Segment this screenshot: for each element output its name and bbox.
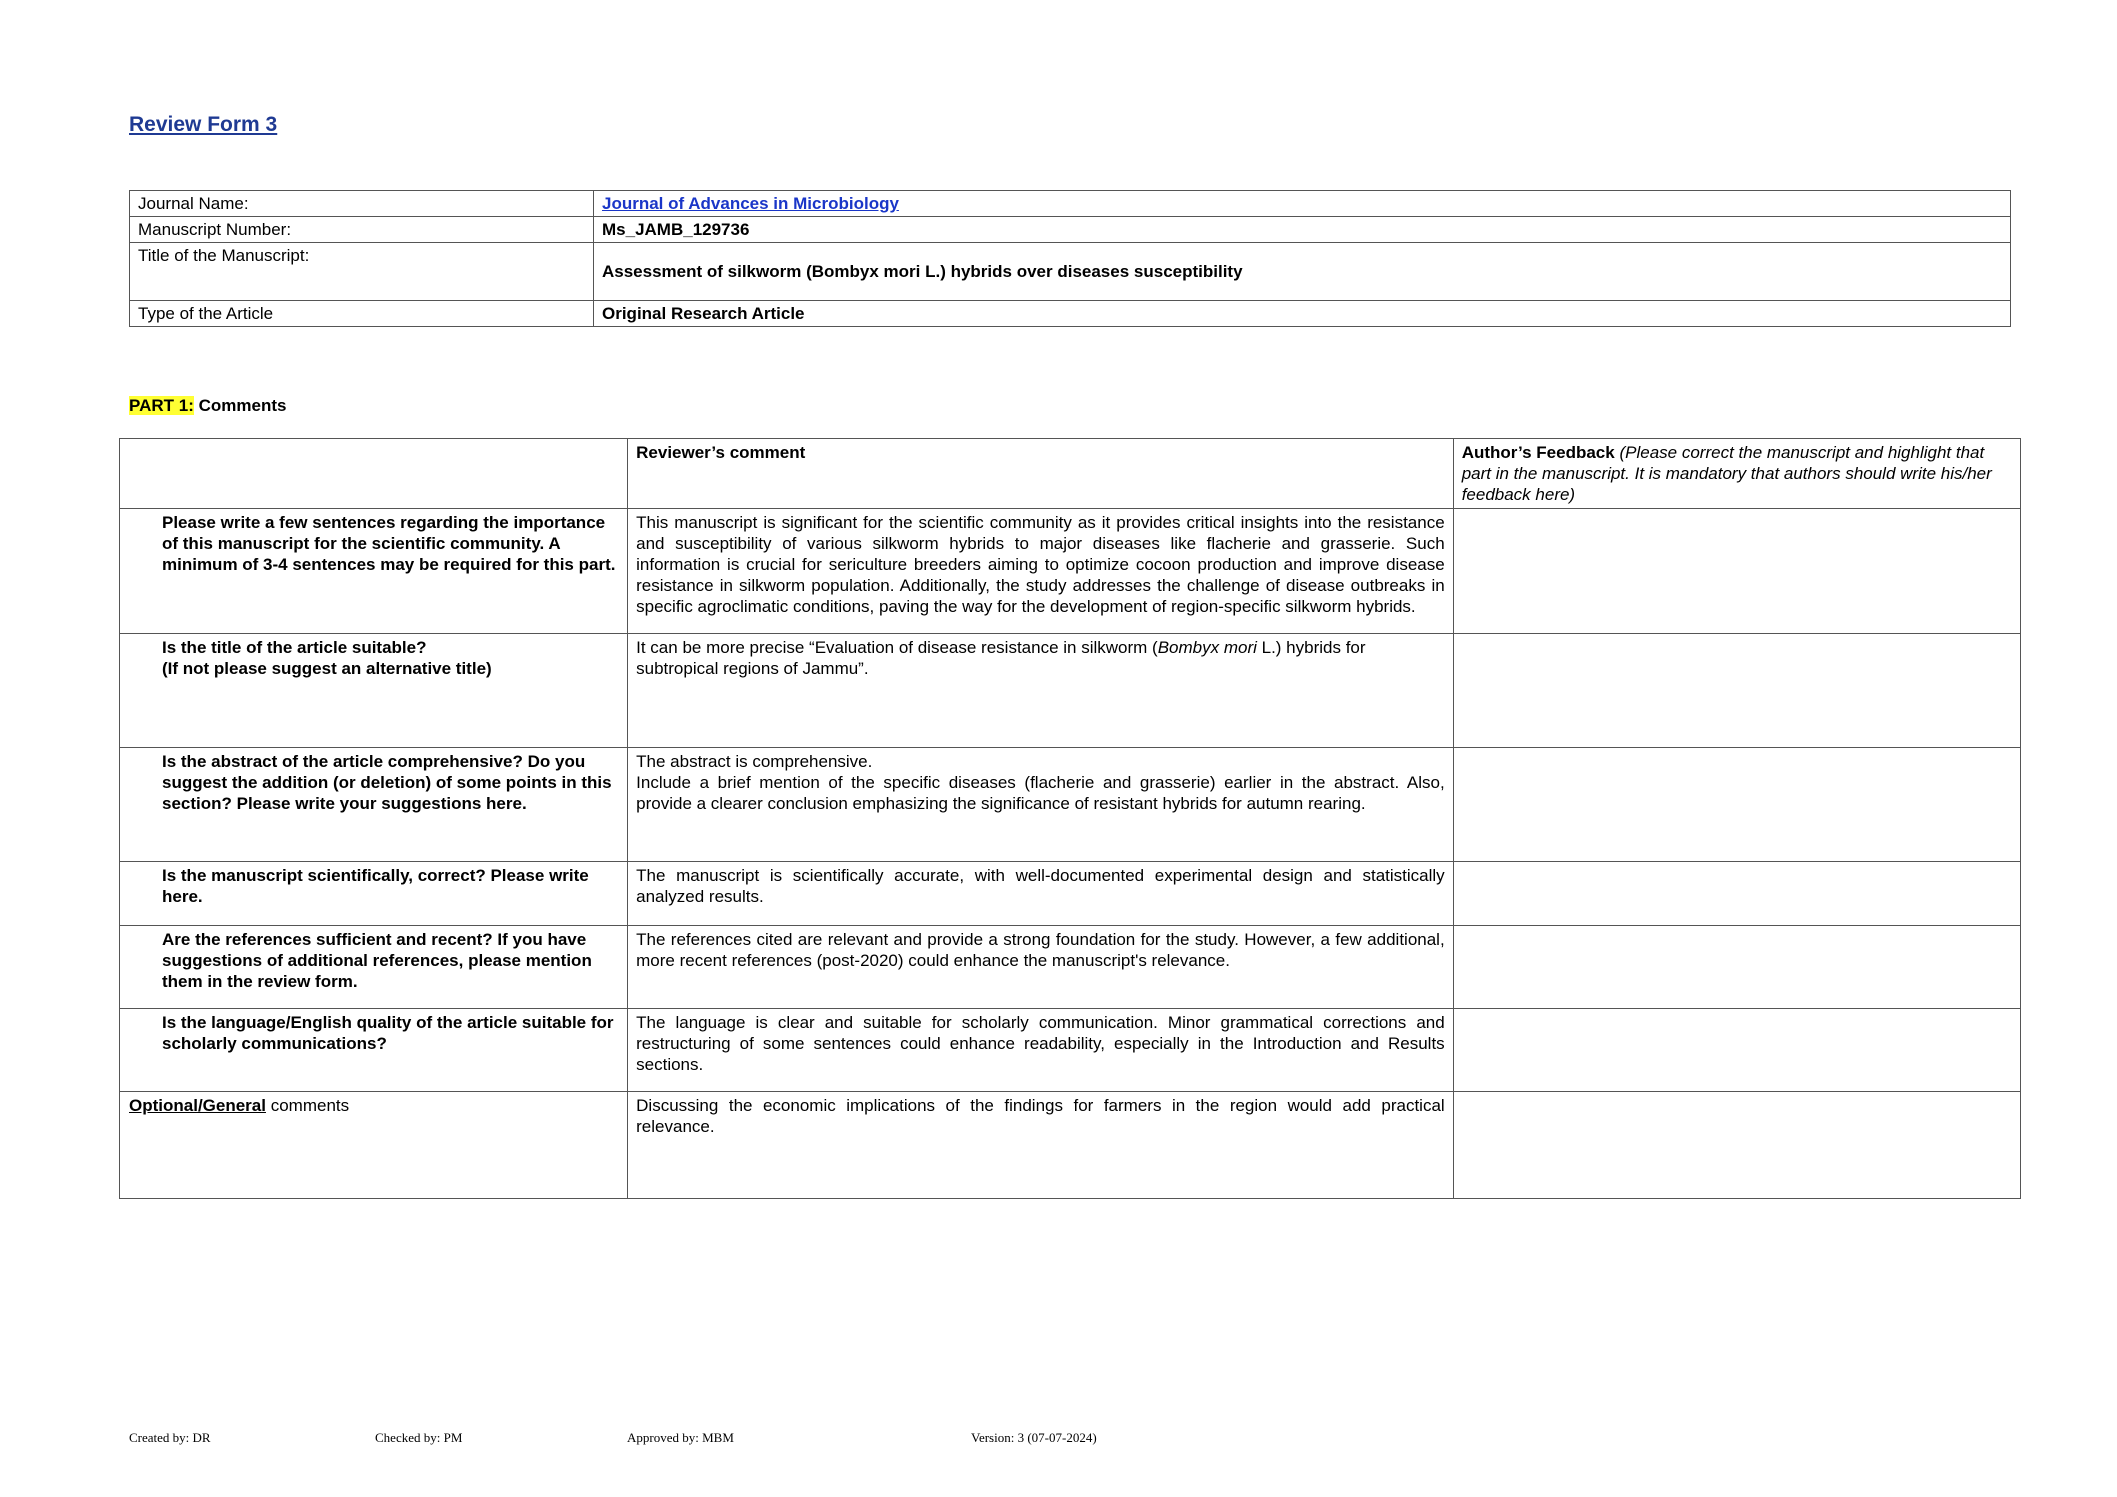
comment-abstract-line2: Include a brief mention of the specific diseases (flacherie and grasserie) earlier in the abstract. Also, provide a clearer conclusion emphasizing the significance of resistant hybrids for autumn rearing. [636, 773, 1445, 813]
journal-name-label: Journal Name: [130, 191, 594, 217]
manuscript-number-value: Ms_JAMB_129736 [594, 217, 2011, 243]
comments-table [119, 438, 2021, 1199]
footer-version: Version: 3 (07-07-2024) [971, 1430, 1097, 1445]
question-title [120, 634, 628, 748]
part1-heading-text: Comments [198, 396, 287, 415]
author-feedback-header-note: (Please correct the manuscript and highlight that part in the manuscript. It is mandatory that authors should write his/her feedback here) [1461, 443, 1992, 504]
table-row [120, 1009, 2021, 1092]
footer-created: Created by: DR [129, 1430, 211, 1445]
table-row [120, 1092, 2021, 1199]
question-title-line1: Is the title of the article suitable? [162, 638, 427, 657]
header-empty-cell [120, 439, 628, 509]
feedback-scientific[interactable] [1453, 862, 2020, 926]
comments-header-row [120, 439, 2021, 509]
question-importance: Please write a few sentences regarding the importance of this manuscript for the scientific community. A minimum of 3-4 sentences may be required for this part. [120, 509, 628, 634]
comment-scientific: The manuscript is scientifically accurate, with well-documented experimental design and statistically analyzed results. [628, 862, 1454, 926]
feedback-references[interactable] [1453, 926, 2020, 1009]
part1-heading [129, 396, 286, 416]
feedback-title[interactable] [1453, 634, 2020, 748]
table-row [120, 862, 2021, 926]
article-type-value: Original Research Article [594, 301, 2011, 327]
manuscript-title-label: Title of the Manuscript: [130, 243, 594, 301]
author-feedback-header-bold: Author’s Feedback [1461, 443, 1615, 462]
journal-name-cell [594, 191, 2011, 217]
question-abstract: Is the abstract of the article comprehensive? Do you suggest the addition (or deletion) of some points in this section? Please write your suggestions here. [120, 748, 628, 862]
comment-references: The references cited are relevant and provide a strong foundation for the study. However, a few additional, more recent references (post-2020) could enhance the manuscript's relevance. [628, 926, 1454, 1009]
feedback-optional[interactable] [1453, 1092, 2020, 1199]
optional-label-underlined: Optional/General [129, 1096, 266, 1115]
optional-label-rest: comments [265, 1096, 350, 1115]
question-scientific: Is the manuscript scientifically, correct? Please write here. [120, 862, 628, 926]
journal-name-link[interactable]: Journal of Advances in Microbiology [602, 194, 899, 213]
footer-checked: Checked by: PM [375, 1430, 463, 1445]
footer-approved: Approved by: MBM [627, 1430, 734, 1445]
table-row [120, 926, 2021, 1009]
author-feedback-header [1453, 439, 2020, 509]
reviewer-comment-header: Reviewer’s comment [628, 439, 1454, 509]
manuscript-title-value: Assessment of silkworm (Bombyx mori L.) hybrids over diseases susceptibility [594, 243, 2011, 301]
comment-title-italic: Bombyx mori [1157, 638, 1257, 657]
optional-comment: Discussing the economic implications of the findings for farmers in the region would add practical relevance. [628, 1092, 1454, 1199]
feedback-abstract[interactable] [1453, 748, 2020, 862]
part1-label: PART 1: [129, 396, 194, 415]
table-row [120, 634, 2021, 748]
optional-comments-label [120, 1092, 628, 1199]
question-title-line2: (If not please suggest an alternative title) [162, 659, 492, 678]
comment-abstract-line1: The abstract is comprehensive. [636, 752, 873, 771]
feedback-importance[interactable] [1453, 509, 2020, 634]
table-row [120, 509, 2021, 634]
journal-name-row [130, 191, 2011, 217]
feedback-language[interactable] [1453, 1009, 2020, 1092]
manuscript-number-label: Manuscript Number: [130, 217, 594, 243]
manuscript-number-row [130, 217, 2011, 243]
table-row [120, 748, 2021, 862]
comment-importance: This manuscript is significant for the scientific community as it provides critical insights into the resistance and susceptibility of various silkworm hybrids to major diseases like flacherie and grasserie. Such information is crucial for sericulture breeders aiming to optimize cocoon production and improve disease resistance in silkworm population. Additionally, the study addresses the challenge of disease outbreaks in specific agroclimatic conditions, paving the way for the development of region-specific silkworm hybrids. [628, 509, 1454, 634]
comment-abstract [628, 748, 1454, 862]
manuscript-info-table [129, 190, 2011, 327]
article-type-label: Type of the Article [130, 301, 594, 327]
manuscript-title-row [130, 243, 2011, 301]
question-references: Are the references sufficient and recent? If you have suggestions of additional references, please mention them in the review form. [120, 926, 628, 1009]
article-type-row [130, 301, 2011, 327]
question-language: Is the language/English quality of the article suitable for scholarly communications? [120, 1009, 628, 1092]
comment-title-post: L.) hybrids for subtropical regions of Jammu”. [636, 638, 1366, 678]
comment-language: The language is clear and suitable for scholarly communication. Minor grammatical corrections and restructuring of some sentences could enhance readability, especially in the Introduction and Results sections. [628, 1009, 1454, 1092]
form-title: Review Form 3 [129, 113, 278, 136]
comment-title-pre: It can be more precise “Evaluation of disease resistance in silkworm ( [636, 638, 1158, 657]
comment-title [628, 634, 1454, 748]
